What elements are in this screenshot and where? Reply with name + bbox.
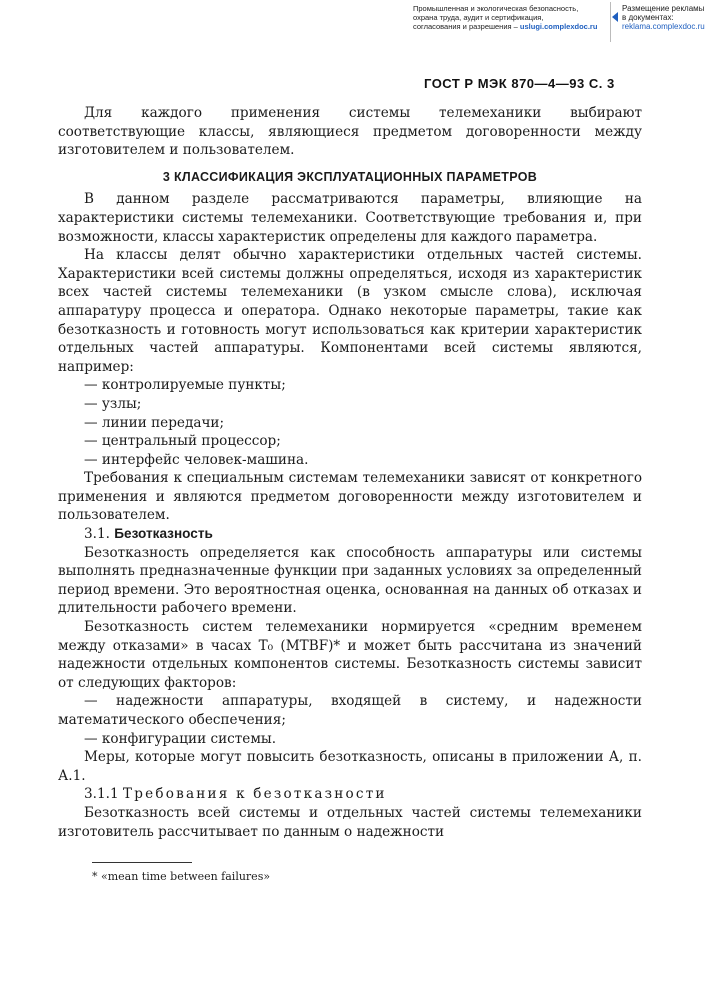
list-item: — контролируемые пункты; [84, 377, 286, 394]
section-3-1-list-item: — надежности аппаратуры, входящей в систему, и надежности математического обеспечения; [58, 693, 642, 728]
document-body [58, 104, 642, 841]
ad-services-line: Промышленная и экологическая безопасность, [413, 4, 579, 13]
section-title: Безотказность [114, 526, 213, 542]
ad-placement-line: Размещение рекламы [622, 4, 705, 13]
ad-placement-link[interactable]: reklama.complexdoc.ru [622, 22, 705, 31]
list-item: — интерфейс человек-машина. [84, 451, 309, 468]
section-3-1-heading [58, 525, 642, 544]
ad-services-link[interactable]: uslugi.complexdoc.ru [519, 22, 598, 31]
list-item: — линии передачи; [84, 414, 225, 431]
ad-divider [610, 2, 611, 42]
ad-services-line [413, 22, 609, 31]
section-3-1-paragraph: Безотказность определяется как способность аппаратуры или системы выполнять предназначенные функции при заданных условиях за определенный период времени. Это вероятностная оценка, основанная на данных об отказах и длительности рабочего времени. [58, 544, 642, 617]
section-3-paragraph: Требования к специальным системам телемеханики зависят от конкретного применения и являются предметом договоренности между изготовителем и пользователем. [58, 470, 642, 524]
footnote: * «mean time between failures» [92, 870, 271, 883]
ad-services-line: охрана труда, аудит и сертификация, [413, 13, 544, 22]
section-title: Требования к безотказности [122, 786, 387, 803]
section-number: 3.1.1 [84, 786, 119, 803]
section-3-title: 3 КЛАССИФИКАЦИЯ ЭКСПЛУАТАЦИОННЫХ ПАРАМЕТРОВ [162, 169, 538, 184]
section-3-1-paragraph: Безотказность систем телемеханики нормируется «средним временем между отказами» в часах T₀ (MTBF)* и может быть рассчитана из значений надежности отдельных компонентов системы. Безотказность системы зависит от следующих факторов: [58, 619, 642, 691]
section-3-paragraph: В данном разделе рассматриваются параметры, влияющие на характеристики системы телемеханики. Соответствующие требования и, при возможности, классы характеристик определены для каждого параметра. [58, 191, 642, 245]
section-3-paragraph: На классы делят обычно характеристики отдельных частей системы. Характеристики всей системы должны определяться, исходя из характеристик всех частей системы телемеханики (в узком смысле слова), исключая аппаратуру процесса и оператора. Однако некоторые параметры, такие как безотказность и готовность могут использоваться как критерии характеристик отдельных частей аппаратуры. Компонентами всей системы являются, например: [58, 247, 642, 375]
ad-placement-line: в документах: [622, 13, 674, 22]
list-item: — центральный процессор; [84, 433, 281, 450]
intro-paragraph: Для каждого применения системы телемеханики выбирают соответствующие классы, являющиеся предметом договоренности между изготовителем и пользователем. [58, 105, 642, 159]
section-3-1-1-paragraph: Безотказность всей системы и отдельных частей системы телемеханики изготовитель рассчитывает по данным о надежности [58, 804, 642, 840]
section-3-1-paragraph: Меры, которые могут повысить безотказность, описаны в приложении А, п. А.1. [58, 749, 642, 784]
ad-placement [622, 4, 710, 31]
page-header: ГОСТ Р МЭК 870—4—93 С. 3 [424, 76, 615, 91]
arrow-left-icon [612, 12, 618, 22]
section-3-1-1-heading [58, 785, 642, 804]
ad-services-text: согласования и разрешения – [413, 22, 518, 31]
ad-services [413, 4, 609, 31]
list-item: — узлы; [84, 395, 142, 412]
footnote-divider [92, 862, 192, 863]
section-3-1-list-item: — конфигурации системы. [84, 730, 277, 747]
section-number: 3.1. [84, 526, 110, 543]
